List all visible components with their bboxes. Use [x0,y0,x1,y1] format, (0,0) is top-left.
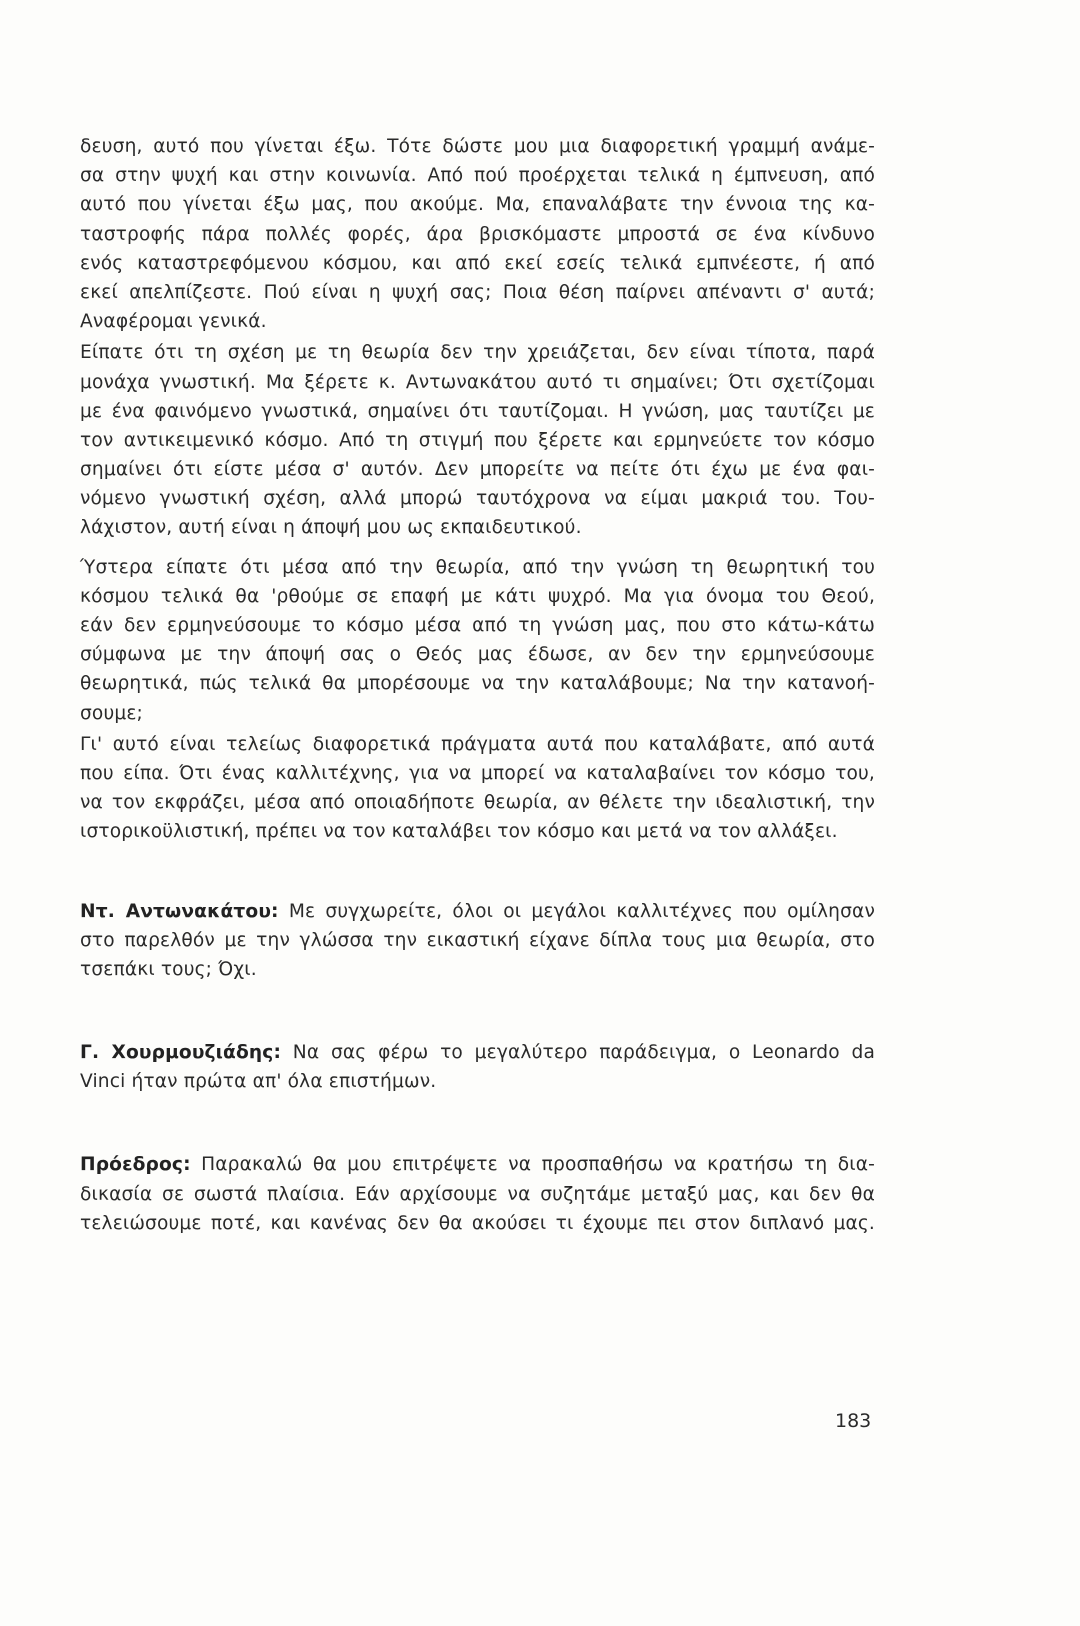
text-line: ταστροφής πάρα πολλές φορές, άρα βρισκόμαστε μπροστά σε ένα κίνδυνο [80,223,875,245]
paragraph-spacer [80,984,875,1038]
text-line: Vinci ήταν πρώτα απ' όλα επιστήμων. [80,1071,437,1093]
dialogue-chourmouziadis [80,1038,875,1096]
text-line: σα στην ψυχή και στην κοινωνία. Από πού προέρχεται τελικά η έμπνευση, από [80,165,875,187]
text-line: Είπατε ότι τη σχέση με τη θεωρία δεν την χρειάζεται, δεν είναι τίποτα, παρά [80,342,875,364]
text-line: να τον εκφράζει, μέσα από οποιαδήποτε θεωρία, αν θέλετε την ιδεαλιστική, την [80,792,875,814]
dialogue-antonakatou [80,897,875,985]
text-line: μονάχα γνωστική. Μα ξέρετε κ. Αντωνακάτου αυτό τι σημαίνει; Ότι σχετίζομαι [80,371,875,393]
text-line: θεωρητικά, πώς τελικά θα μπορέσουμε να την καταλάβουμε; Να την κατανοή- [80,673,875,695]
text-line: σημαίνει ότι είστε μέσα σ' αυτόν. Δεν μπορείτε να πείτε ότι έχω με ένα φαι- [80,459,875,481]
text-line: ιστορικοϋλιστική, πρέπει να τον καταλάβει τον κόσμο και μετά να τον αλλάξει. [80,821,838,843]
text-line: αυτό που γίνεται έξω μας, που ακούμε. Μα, επαναλάβατε την έννοια της κα- [80,194,875,216]
speaker-name: Πρόεδρος: [80,1154,191,1176]
text-line: δευση, αυτό που γίνεται έξω. Τότε δώστε μου μια διαφορετική γραμμή ανάμε- [80,136,875,157]
paragraph-spacer [80,543,875,551]
text-line: εάν δεν ερμηνεύσουμε το κόσμο μέσα από τη γνώση μας, που στο κάτω-κάτω [80,615,875,636]
text-line: με ένα φαινόμενο γνωστικά, σημαίνει ότι ταυτίζομαι. Η γνώση, μας ταυτίζει με [80,400,875,422]
text-line: σύμφωνα με την άποψή σας ο Θεός μας έδωσε, αν δεν την ερμηνεύσουμε [80,644,875,666]
text-line: λάχιστον, αυτή είναι η άποψή μου ως εκπαιδευτικού. [80,517,582,539]
speaker-name: Ντ. Αντωνακάτου: [80,900,279,922]
text-line: δικασία σε σωστά πλαίσια. Εάν αρχίσουμε να συζητάμε μεταξύ μας, και δεν θα [80,1183,875,1205]
speaker-name: Γ. Χουρμουζιάδης: [80,1042,282,1064]
text-line: τον αντικειμενικό κόσμο. Από τη στιγμή που ξέρετε και ερμηνεύετε τον κόσμο [80,429,875,451]
paragraph-3 [80,553,875,728]
text-line [80,1038,875,1067]
text-line: Αναφέρομαι γενικά. [80,311,267,333]
paragraph-4 [80,730,875,847]
paragraph-2 [80,338,875,542]
text-line: ενός καταστρεφόμενου κόσμου, και από εκεί εσείς τελικά εμπνέεστε, ή από [80,252,875,274]
text-line [80,1150,875,1179]
dialogue-president [80,1150,875,1238]
speech-text: Με συγχωρείτε, όλοι οι μεγάλοι καλλιτέχνες που ομίλησαν [278,900,875,922]
text-line: κόσμου τελικά θα 'ρθούμε σε επαφή με κάτι ψυχρό. Μα για όνομα του Θεού, [80,585,875,607]
text-line: στο παρελθόν με την γλώσσα την εικαστική είχανε δίπλα τους μια θεωρία, στο [80,929,875,951]
text-line: Γι' αυτό είναι τελείως διαφορετικά πράγματα αυτά που καταλάβατε, από αυτά [80,733,875,755]
document-page [80,132,875,1238]
text-line: τσεπάκι τους; Όχι. [80,958,257,980]
text-line: εκεί απελπίζεστε. Πού είναι η ψυχή σας; Ποια θέση παίρνει απέναντι σ' αυτά; [80,281,875,303]
paragraph-spacer [80,847,875,897]
paragraph-1 [80,132,875,336]
page-number: 183 [835,1410,872,1432]
text-line: που είπα. Ότι ένας καλλιτέχνης, για να μπορεί να καταλαβαίνει τον κόσμο του, [80,762,875,784]
text-line: σουμε; [80,702,143,724]
speech-text: Παρακαλώ θα μου επιτρέψετε να προσπαθήσω να κρατήσω τη δια- [190,1154,875,1176]
text-line: Ύστερα είπατε ότι μέσα από την θεωρία, από την γνώση τη θεωρητική του [80,556,875,578]
text-line [80,897,875,926]
paragraph-spacer [80,1096,875,1150]
text-line: νόμενο γνωστική σχέση, αλλά μπορώ ταυτόχρονα να είμαι μακριά του. Του- [80,488,875,510]
speech-text: Να σας φέρω το μεγαλύτερο παράδειγμα, ο Leonardo da [281,1042,875,1064]
text-line: τελειώσουμε ποτέ, και κανένας δεν θα ακούσει τι έχουμε πει στον διπλανό μας. [80,1212,875,1234]
